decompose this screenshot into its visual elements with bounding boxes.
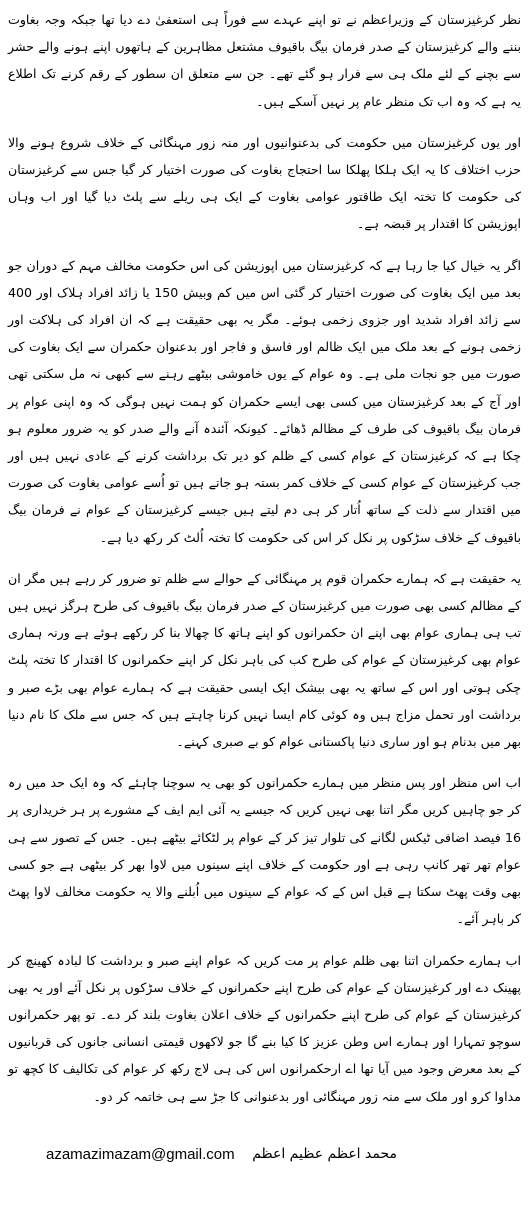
article-paragraph-2: اور یوں کرغیزستان میں حکومت کی بدعنوانیوں اور منہ زور مہنگائی کے خلاف شروع ہونے والا حزب اختلاف کا یہ ایک ہلکا پھلکا سا احتجاج بغاوت کی صورت اختیار کر گیا جس سے کرغیزستان کی حکومت کا تختہ ایک طاقتور عوامی بغاوت کے ایک ہی ریلے سے پلٹ دیا گیا اور اب وہاں اپوزیشن کا اقتدار پر قبضہ ہے۔ (8, 134, 521, 232)
article-paragraph-3: اگر یہ خیال کیا جا رہا ہے کہ کرغیزستان میں اپوزیشن کی اس حکومت مخالف مہم کے دوران جو بعد میں ایک بغاوت کی صورت اختیار کر گئی اس میں کم وبیش 150 یا زائد افراد ہلاک اور 400 سے زائد افراد شدید اور جزوی زخمی ہوئے۔ مگر یہ بھی حقیقت ہے کہ ان افراد کی ہلاکت اور زخمی ہونے کے بعد ملک میں ایک ظالم اور فاسق و فاجر اور بدعنوان حکمران سے ایک بغاوت کی صورت میں جو نجات ملی ہے۔ وہ عوام کے یوں خاموشی بیٹھے رہنے سے کبھی نہ مل سکتی تھی اور آج کے بعد کرغیزستان میں کسی بھی ایسے حکمران کو ہمت نہیں ہوگی کہ وہ اپنی عوام پر فرمان بیگ باقیوف کی طرف کے مظالم ڈھائے۔ کیونکہ آئندہ آنے والے صدر کو یہ ضرور معلوم ہو چکا ہے کہ کرغیزستان کے عوام کسی کے ظلم کو دیر تک برداشت کرنے کے عادی نہیں ہیں اور جب کرغیزستان کے عوام کسی کے خلاف کمر بستہ ہو جاتے ہیں تو اُسے عوامی بغاوت کی صورت میں اقتدار سے ذلت کے ساتھ اُتار کر ہی دم لیتے ہیں جیسے کرغیزستان کے عوام نے فرمان بیگ باقیوف کے خلاف سڑکوں پر نکل کر اس کی حکومت کا تختہ اُلٹ کر رکھ دیا ہے۔ (8, 257, 521, 545)
article-paragraph-5: اب اس منظر اور پس منظر میں ہمارے حکمرانوں کو بھی یہ سوچنا چاہئے کہ وہ ایک حد میں رہ کر جو چاہیں کریں مگر اتنا بھی نہیں کریں کہ جیسے یہ آئی ایم ایف کے مشورے پر ہر خریداری پر 16 فیصد اضافی ٹیکس لگانے کی تلوار تیز کر کے عوام پر لٹکائے بیٹھے ہیں۔ جس کے تصور سے ہی عوام تھر تھر کانپ رہی ہے اور حکومت کے خلاف اپنے سینوں میں لاوا بھر کر بیٹھی ہے جو کسی بھی وقت پھٹ سکتا ہے قبل اس کے کہ عوام کے سینوں میں اُبلنے والا یہ حکومت مخالف لاوا پھٹ کر باہر آئے۔ (8, 775, 521, 927)
article-paragraph-6: اب ہمارے حکمران اتنا بھی ظلم عوام پر مت کریں کہ عوام اپنے صبر و برداشت کا لبادہ کھینچ کر پھینک دے اور کرغیزستان کے عوام کی طرح اپنے حکمرانوں کے خلاف سڑکوں پر نکل آئے اور یہ بھی کرغیزستان کے عوام کی طرح اپنے حکمرانوں کے خلاف اعلان بغاوت بلند کر دے۔ تو پھر حکمرانوں سوچو تمہارا اور ہمارے اس وطن عزیز کا کیا بنے گا جو لاکھوں قیمتی انسانی جانوں کی قربانیوں کے بعد معرض وجود میں آیا تھا اے ارحکمرانوں اس کی ہی لاج رکھ کر عوام کی تکالیف کا کچھ تو مداوا کرو اور ملک سے منہ زور مہنگائی اور بدعنوانی کا جڑ سے ہی خاتمہ کر دو۔ (8, 952, 521, 1104)
author-email[interactable]: azamazimazam@gmail.com (46, 1146, 235, 1163)
article-paragraph-4: یہ حقیقت ہے کہ ہمارے حکمران قوم پر مہنگائی کے حوالے سے ظلم تو ضرور کر رہے ہیں مگر ان کے مظالم کسی بھی صورت میں کرغیزستان کے صدر فرمان بیگ باقیوف کی طرح ہرگز نہیں ہیں تب ہی ہماری عوام بھی اپنے ان حکمرانوں کو اپنے ہاتھ کا چھالا بنا کر رکھے ہوئے ہے ورنہ ہماری عوام بھی کرغیزستان کے عوام کی طرح کب کی باہر نکل کر اپنے حکمرانوں کا اقتدار کا تختہ پلٹ چکی ہوتی اور اس کے ساتھ یہ بھی بیشک ایک ایسی حقیقت ہے کہ ہمارے عوام بھی بڑے صبر و برداشت اور تحمل مزاج ہیں وہ کوئی کام ایسا نہیں کرنا چاہتے ہیں کہ جس سے ملک کا نام دنیا بھر میں بدنام ہو اور ساری دنیا پاکستانی عوام کو بے صبری کہنے۔ (8, 570, 521, 750)
article-paragraph-1: نظر کرغیزستان کے وزیراعظم نے تو اپنے عہدے سے فوراً ہی استعفیٰ دے دیا تھا جبکہ وجہ بغاوت بننے والے کرغیزستان کے صدر فرمان بیگ باقیوف مشتعل مظاہرین کے ہاتھوں اپنے ہونے والے حشر سے بچنے کے لئے ملک ہی سے فرار ہو گئے تھے۔ جن سے متعلق ان سطور کے رقم کرنے تک اطلاع یہ ہے کہ وہ اب تک منظر عام پر نہیں آسکے ہیں۔ (8, 12, 521, 109)
author-signature: محمد اعظم عظیم اعظم (252, 1146, 397, 1162)
